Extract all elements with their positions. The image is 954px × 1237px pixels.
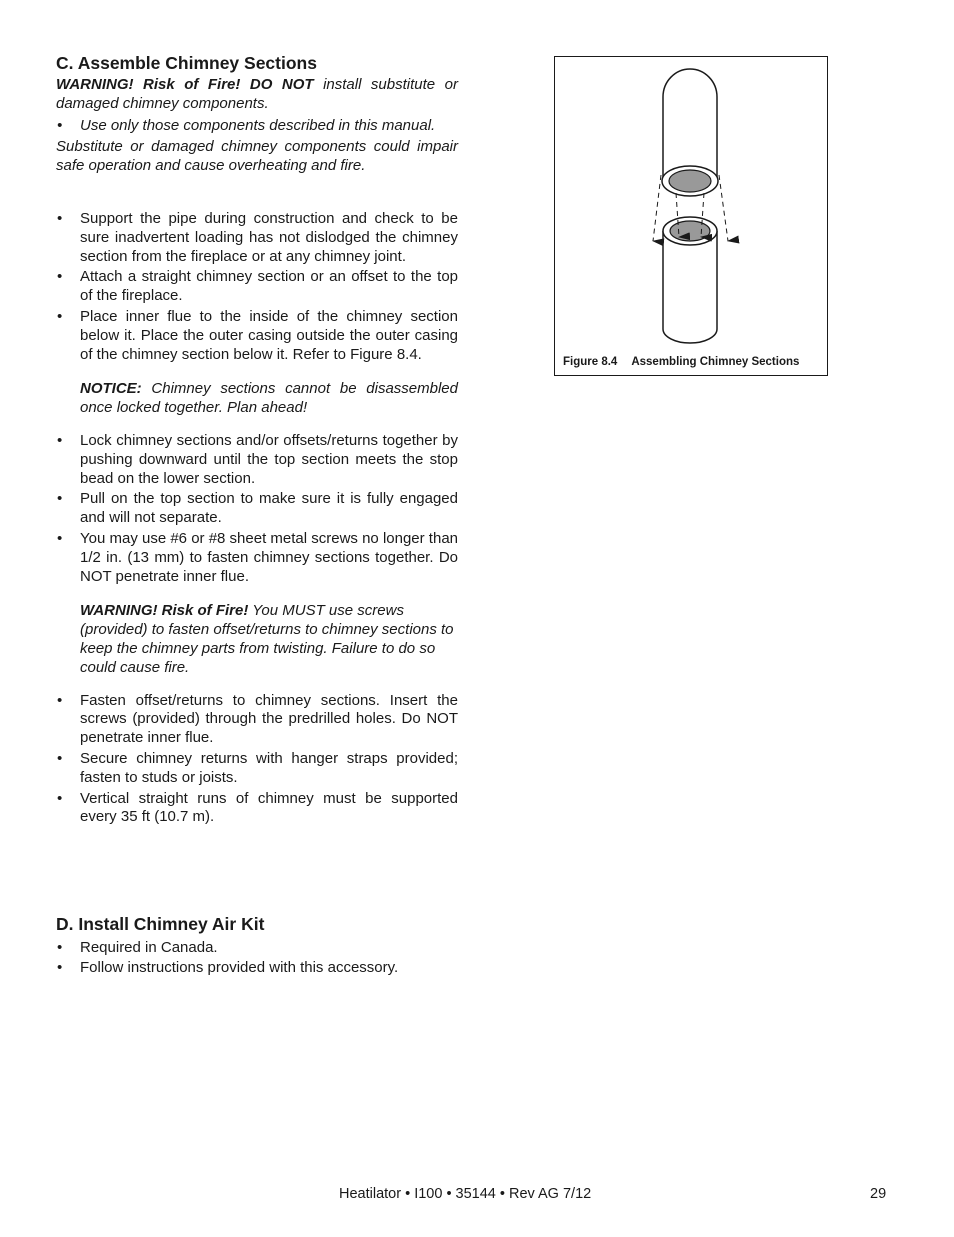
footer-document-info: Heatilator • I100 • 35144 • Rev AG 7/12 — [339, 1186, 592, 1202]
list-item: • Required in Canada. — [56, 939, 458, 958]
notice-text: Chimney sections cannot be disassembled once locked together. Plan ahead! — [80, 380, 458, 417]
figure-number: Figure 8.4 — [563, 356, 618, 368]
list-item: • Fasten offset/returns to chimney sections. Insert the screws (provided) through the predrilled holes. Do NOT penetrate inner flue. — [56, 692, 458, 748]
upper-chimney-section — [663, 69, 717, 181]
list-item: • Place inner flue to the inside of the chimney section below it. Place the outer casing outside the outer casing of the chimney section below it. Refer to Figure 8.4. — [56, 308, 458, 364]
notice — [56, 380, 458, 418]
lower-inner-flue — [670, 221, 710, 241]
fire-warning-text: install substitute or damaged chimney components. — [56, 76, 458, 112]
warning-bullet: • Use only those components described in this manual. — [56, 117, 458, 136]
fire-warning — [56, 76, 458, 114]
list-item: • You may use #6 or #8 sheet metal screws no longer than 1/2 in. (13 mm) to fasten chimney sections together. Do NOT penetrate inner flue. — [56, 530, 458, 586]
screw-warning-lead: WARNING! Risk of Fire! — [80, 602, 249, 620]
list-item: • Vertical straight runs of chimney must be supported every 35 ft (10.7 m). — [56, 790, 458, 828]
fire-warning-lead: WARNING! Risk of Fire! DO NOT — [56, 76, 314, 93]
list-item: • Pull on the top section to make sure it is fully engaged and will not separate. — [56, 490, 458, 528]
figure-title: Assembling Chimney Sections — [631, 356, 800, 368]
locking-steps-list — [56, 432, 458, 586]
list-item: • Lock chimney sections and/or offsets/returns together by pushing downward until the top section meets the stop bead on the lower section. — [56, 432, 458, 488]
section-d — [56, 913, 458, 978]
list-item: • Attach a straight chimney section or an offset to the top of the fireplace. — [56, 268, 458, 306]
upper-inner-flue — [669, 170, 711, 192]
screw-warning-text: You MUST use screws (provided) to fasten offset/returns to chimney sections to keep the chimney parts from twisting. Failure to do so could cause fire. — [80, 602, 454, 676]
warning-consequence: Substitute or damaged chimney components could impair safe operation and cause overheating and fire. — [56, 138, 458, 175]
outer-alignment-arrow-right — [719, 175, 728, 241]
section-c — [56, 52, 458, 827]
list-item: • Secure chimney returns with hanger straps provided; fasten to studs or joists. — [56, 750, 458, 788]
fastening-steps-list — [56, 692, 458, 828]
figure-caption — [563, 356, 799, 368]
list-item: • Support the pipe during construction and check to be sure inadvertent loading has not dislodged the chimney section from the fireplace or at any chimney joint. — [56, 210, 458, 266]
lower-chimney-section — [663, 231, 717, 343]
list-item: • Follow instructions provided with this accessory. — [56, 959, 458, 978]
figure-8-4 — [554, 56, 828, 376]
section-d-heading: D. Install Chimney Air Kit — [56, 914, 265, 934]
assembly-steps-list — [56, 210, 458, 364]
warning-bullet-list — [56, 117, 458, 136]
outer-alignment-arrow-left — [653, 175, 661, 241]
page-number: 29 — [870, 1186, 887, 1202]
chimney-sections-illustration — [555, 57, 827, 375]
section-c-heading: C. Assemble Chimney Sections — [56, 53, 317, 73]
screw-warning — [56, 602, 458, 677]
notice-lead: NOTICE: — [80, 380, 142, 398]
air-kit-list — [56, 939, 458, 978]
